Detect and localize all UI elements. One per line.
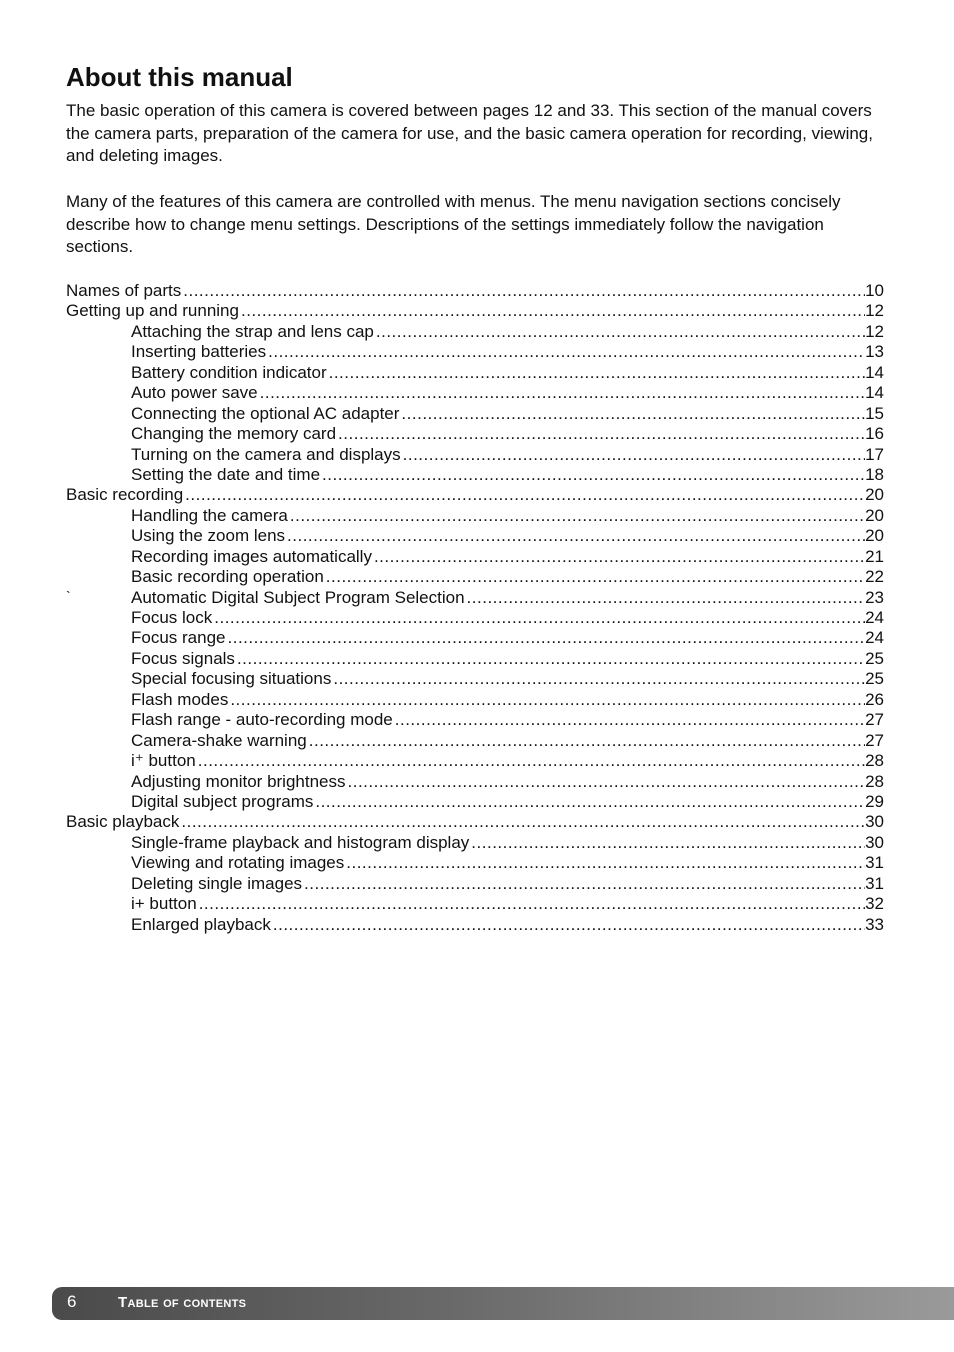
toc-entry-page: 15 (865, 403, 884, 423)
toc-entry[interactable] (66, 853, 884, 873)
toc-dot-leader (228, 628, 866, 648)
toc-entry-page: 33 (865, 914, 884, 934)
toc-entry-page: 13 (865, 342, 884, 362)
toc-entry-title: Camera-shake warning (131, 730, 307, 750)
toc-entry-page: 30 (865, 832, 884, 852)
toc-entry-title: Changing the memory card (131, 424, 337, 444)
toc-dot-leader (199, 894, 865, 914)
page-title: About this manual (66, 62, 293, 92)
toc-entry-title: Getting up and running (66, 301, 239, 321)
footer-section-title: Table of contents (118, 1294, 247, 1311)
stray-mark: ` (66, 587, 71, 604)
toc-dot-leader (376, 322, 865, 342)
toc-dot-leader (287, 526, 865, 546)
toc-entry-page: 28 (865, 751, 884, 771)
toc-entry[interactable] (66, 833, 884, 853)
intro-paragraph-2: Many of the features of this camera are controlled with menus. The menu navigation sections concisely describe how to change menu settings. Descriptions of the settings immediately follow the navigation sections. (66, 192, 841, 257)
toc-entry[interactable] (66, 588, 884, 608)
toc-entry-title: Basic recording (66, 485, 184, 505)
toc-dot-leader (329, 363, 865, 383)
toc-dot-leader (230, 690, 865, 710)
toc-entry[interactable] (66, 792, 884, 812)
toc-entry[interactable] (66, 342, 884, 362)
toc-entry[interactable] (66, 690, 884, 710)
toc-dot-leader (315, 792, 865, 812)
toc-entry-title: Basic playback (66, 812, 180, 832)
page-number: 6 (67, 1292, 77, 1311)
toc-entry-page: 14 (865, 362, 884, 382)
toc-entry-page: 24 (865, 628, 884, 648)
toc-entry-page: 12 (865, 301, 884, 321)
toc-entry[interactable] (66, 915, 884, 935)
toc-entry[interactable] (66, 383, 884, 403)
toc-entry[interactable] (66, 812, 884, 832)
toc-entry-title: Names of parts (66, 281, 182, 300)
toc-dot-leader (348, 772, 866, 792)
toc-entry-title: Recording images automatically (131, 546, 372, 566)
toc-entry-title: Automatic Digital Subject Program Selection (131, 587, 465, 607)
toc-entry-page: 22 (865, 567, 884, 587)
toc-dot-leader (214, 608, 865, 628)
toc-entry-title: Attaching the strap and lens cap (131, 321, 374, 341)
toc-dot-leader (241, 301, 865, 321)
toc-entry-title: Connecting the optional AC adapter (131, 403, 400, 423)
toc-dot-leader (333, 669, 865, 689)
toc-entry[interactable] (66, 608, 884, 628)
toc-entry-page: 21 (865, 546, 884, 566)
toc-entry-title: Deleting single images (131, 873, 303, 893)
toc-entry-page: 27 (865, 730, 884, 750)
toc-entry-page: 24 (865, 608, 884, 627)
toc-entry-page: 17 (865, 444, 884, 464)
toc-dot-leader (304, 874, 865, 894)
intro-paragraph-1: The basic operation of this camera is covered between pages 12 and 33. This section of the manual covers the camera parts, preparation of the camera for use, and the basic camera operation for recording, viewing, and deleting images. (66, 101, 873, 166)
toc-entry[interactable] (66, 649, 884, 669)
toc-entry[interactable] (66, 894, 884, 914)
toc-entry-title: Single-frame playback and histogram display (131, 832, 470, 852)
toc-entry[interactable] (66, 363, 884, 383)
toc-dot-leader (309, 731, 865, 751)
toc-entry-page: 20 (865, 485, 884, 505)
toc-entry[interactable] (66, 322, 884, 342)
toc-entry[interactable] (66, 567, 884, 587)
toc-entry-title: Using the zoom lens (131, 526, 286, 546)
toc-entry-title: Enlarged playback (131, 914, 271, 934)
toc-entry-title: Inserting batteries (131, 342, 267, 362)
toc-entry-title: i+ button (131, 894, 197, 914)
toc-entry-page: 20 (865, 505, 884, 525)
toc-dot-leader (183, 281, 865, 301)
toc-entry[interactable] (66, 465, 884, 485)
toc-dot-leader (395, 710, 865, 730)
toc-entry[interactable] (66, 731, 884, 751)
toc-dot-leader (374, 547, 865, 567)
toc-dot-leader (260, 383, 865, 403)
toc-entry-title: Digital subject programs (131, 791, 314, 811)
toc-entry-page: 14 (865, 383, 884, 403)
toc-entry[interactable] (66, 874, 884, 894)
footer-bar (52, 1287, 954, 1320)
toc-dot-leader (268, 342, 865, 362)
toc-entry[interactable] (66, 628, 884, 648)
toc-entry-title: Setting the date and time (131, 464, 321, 484)
toc-dot-leader (198, 751, 865, 771)
toc-entry[interactable] (66, 404, 884, 424)
toc-entry-page: 25 (865, 648, 884, 668)
toc-entry-page: 31 (865, 853, 884, 873)
toc-entry-page: 28 (865, 771, 884, 791)
toc-entry-page: 29 (865, 791, 884, 811)
toc-dot-leader (290, 506, 865, 526)
toc-entry-page: 25 (865, 669, 884, 689)
toc-entry-title: i⁺ button (131, 751, 196, 771)
toc-entry-page: 27 (865, 710, 884, 730)
toc-entry-page: 18 (865, 464, 884, 484)
toc-entry[interactable] (66, 281, 884, 301)
toc-dot-leader (401, 404, 865, 424)
toc-dot-leader (471, 833, 865, 853)
toc-entry[interactable] (66, 485, 884, 505)
toc-dot-leader (326, 567, 865, 587)
toc-entry[interactable] (66, 526, 884, 546)
toc-entry[interactable] (66, 445, 884, 465)
toc-entry-title: Turning on the camera and displays (131, 444, 401, 464)
toc-dot-leader (181, 812, 865, 832)
toc-entry-page: 12 (865, 321, 884, 341)
toc-entry-title: Viewing and rotating images (131, 853, 345, 873)
toc-dot-leader (185, 485, 865, 505)
toc-entry-page: 16 (865, 424, 884, 444)
toc-entry[interactable] (66, 772, 884, 792)
toc-entry-title: Battery condition indicator (131, 362, 327, 382)
toc-entry[interactable] (66, 547, 884, 567)
toc-entry-page: 31 (865, 873, 884, 893)
toc-dot-leader (346, 853, 865, 873)
toc-dot-leader (403, 445, 865, 465)
table-of-contents (66, 281, 884, 935)
toc-entry[interactable] (66, 669, 884, 689)
toc-entry[interactable] (66, 301, 884, 321)
toc-entry-title: Handling the camera (131, 505, 288, 525)
toc-entry-page: 26 (865, 689, 884, 709)
toc-entry-title: Basic recording operation (131, 567, 324, 587)
toc-entry-title: Flash range - auto-recording mode (131, 710, 393, 730)
toc-entry-title: Focus lock (131, 608, 213, 627)
toc-entry-title: Focus range (131, 628, 226, 648)
toc-entry-page: 32 (865, 894, 884, 914)
toc-entry[interactable] (66, 751, 884, 771)
toc-entry-title: Adjusting monitor brightness (131, 771, 346, 791)
toc-entry-page: 10 (865, 281, 884, 300)
toc-entry-page: 23 (865, 587, 884, 607)
toc-entry[interactable] (66, 710, 884, 730)
toc-dot-leader (467, 588, 866, 608)
toc-entry-title: Focus signals (131, 648, 235, 668)
toc-dot-leader (338, 424, 865, 444)
toc-entry-title: Auto power save (131, 383, 258, 403)
toc-entry-page: 20 (865, 526, 884, 546)
toc-entry-page: 30 (865, 812, 884, 832)
toc-entry[interactable] (66, 506, 884, 526)
toc-dot-leader (237, 649, 865, 669)
toc-dot-leader (322, 465, 865, 485)
toc-entry-title: Flash modes (131, 689, 229, 709)
toc-dot-leader (273, 915, 865, 935)
toc-entry[interactable] (66, 424, 884, 444)
toc-entry-title: Special focusing situations (131, 669, 332, 689)
